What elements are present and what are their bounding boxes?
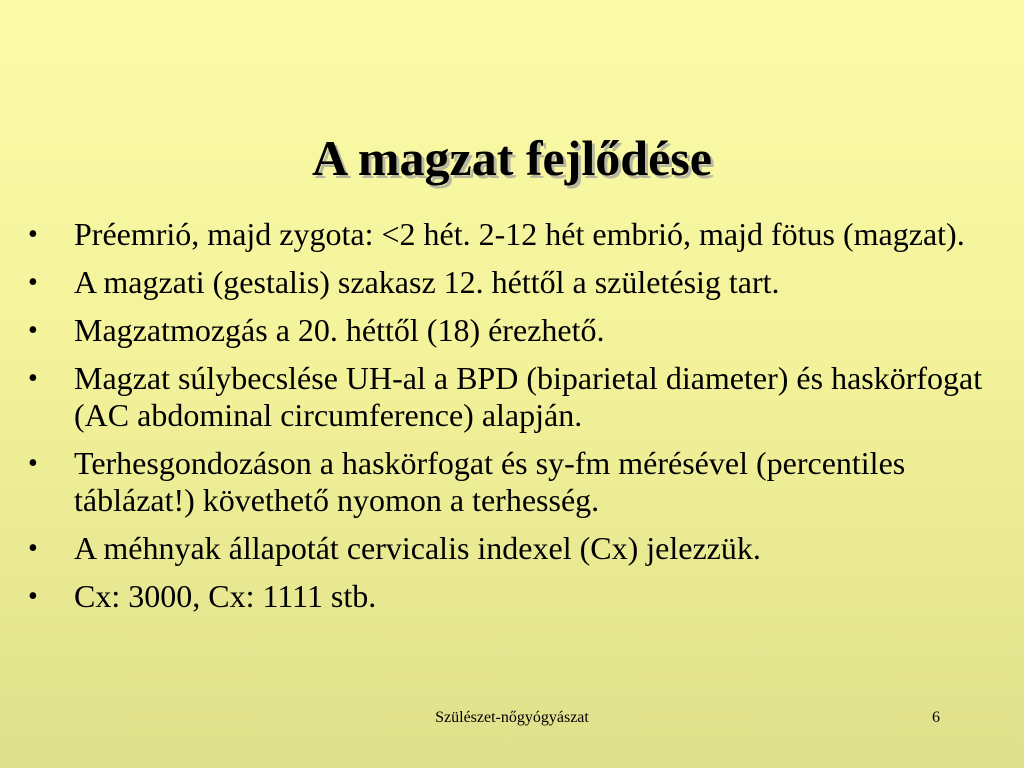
bullet-list: [28, 216, 1018, 626]
slide-title: A magzat fejlődése: [312, 130, 712, 186]
bullet-item: [28, 360, 1018, 434]
footer-text: Szülészet-nőgyógyászat: [435, 709, 589, 726]
bullet-icon: •: [28, 533, 38, 564]
bullet-text: Magzatmozgás a 20. héttől (18) érezhető.: [74, 312, 605, 348]
bullet-text: A magzati (gestalis) szakasz 12. héttől a születésig tart.: [74, 264, 780, 300]
bullet-text: A méhnyak állapotát cervicalis indexel (Cx) jelezzük.: [74, 530, 761, 566]
bullet-item: [28, 216, 1018, 253]
bullet-text: Terhesgondozáson a haskörfogat és sy-fm mérésével (percentiles táblázat!) követhető nyomon a terhesség.: [74, 445, 906, 518]
bullet-icon: •: [28, 219, 38, 250]
bullet-icon: •: [28, 315, 38, 346]
page-number: 6: [932, 709, 940, 726]
bullet-item: [28, 578, 1018, 615]
bullet-item: [28, 445, 1018, 519]
bullet-text: Cx: 3000, Cx: 1111 stb.: [74, 578, 377, 614]
bullet-item: [28, 312, 1018, 349]
bullet-text: Magzat súlybecslése UH-al a BPD (biparietal diameter) és haskörfogat (AC abdominal circumference) alapján.: [74, 360, 983, 433]
bullet-item: [28, 530, 1018, 567]
bullet-icon: •: [28, 448, 38, 479]
bullet-icon: •: [28, 267, 38, 298]
bullet-text: Préemrió, majd zygota: <2 hét. 2-12 hét embrió, majd fötus (magzat).: [74, 216, 965, 252]
bullet-icon: •: [28, 363, 38, 394]
bullet-item: [28, 264, 1018, 301]
bullet-icon: •: [28, 581, 38, 612]
